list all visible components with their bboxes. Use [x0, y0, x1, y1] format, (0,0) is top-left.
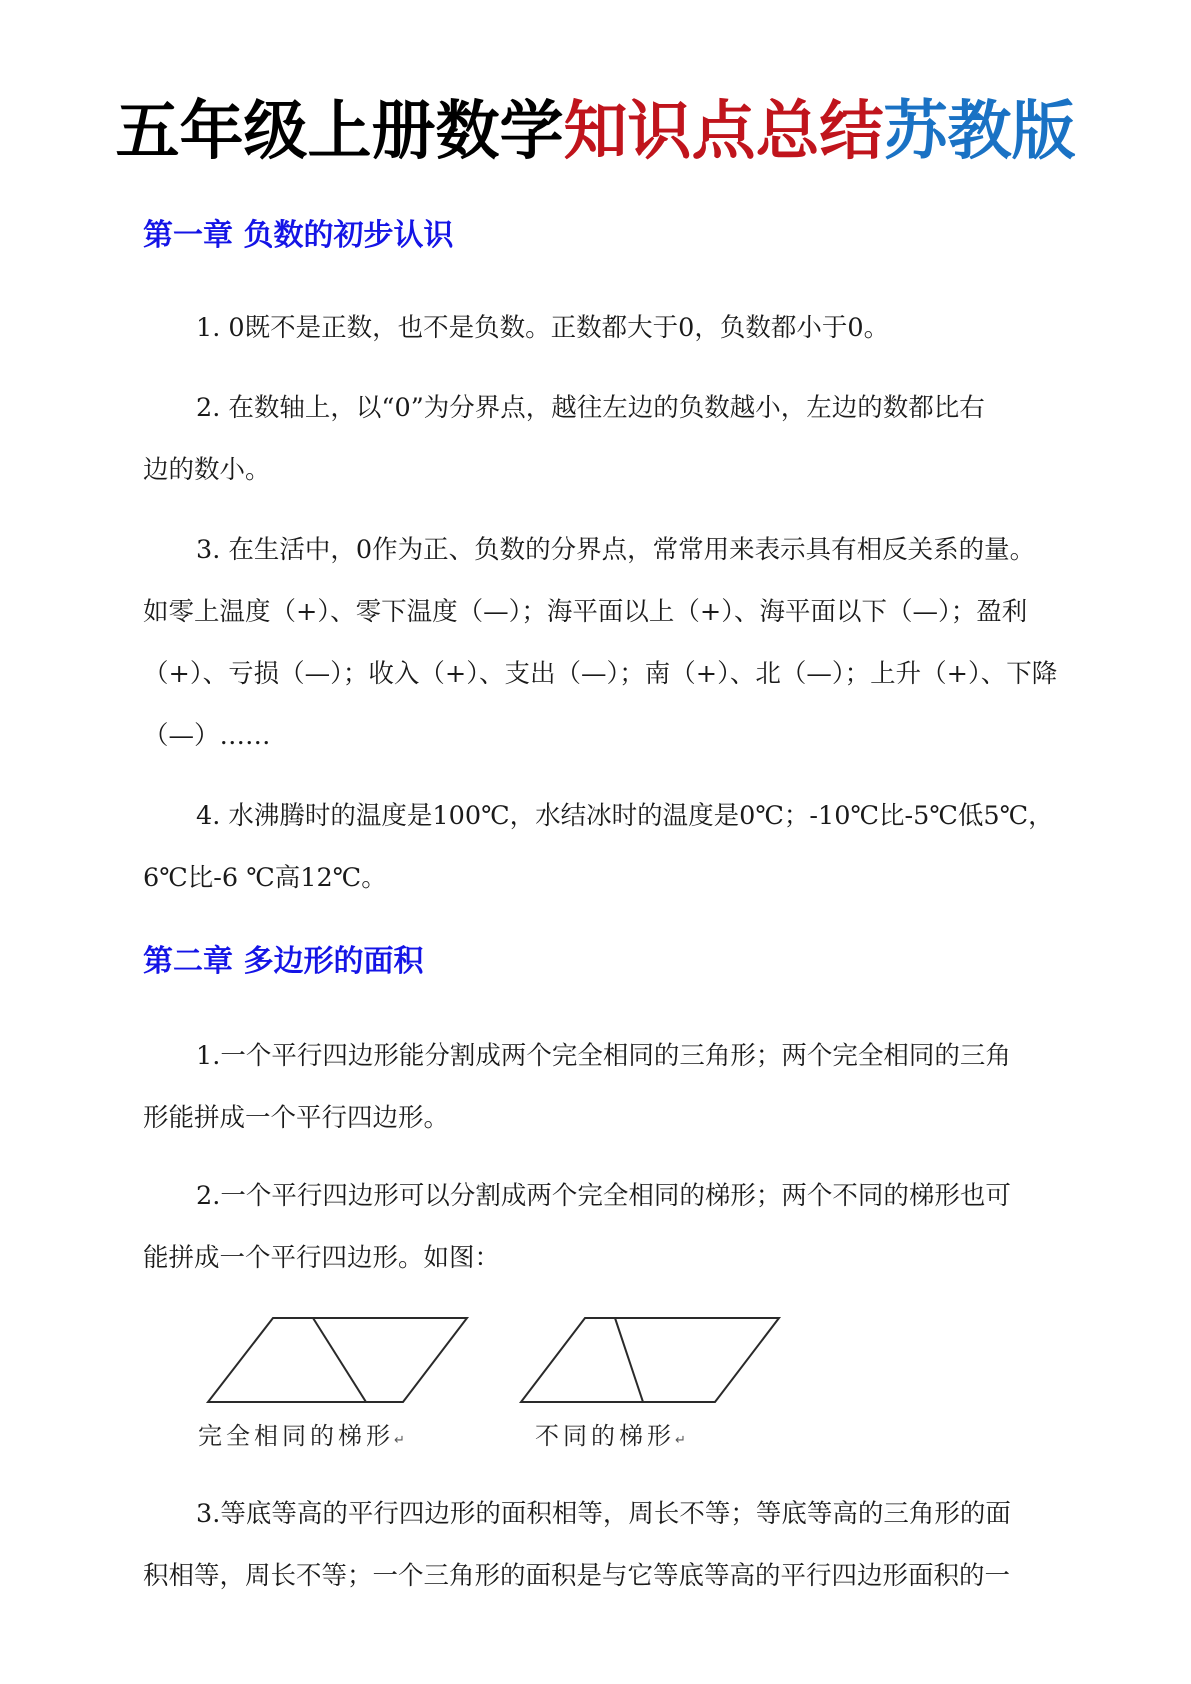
title-part-black: 五年级上册数学 — [115, 95, 564, 169]
ch2-item-1-line-2: 形能拼成一个平行四边形。 — [143, 1103, 450, 1133]
figure-caption-left — [198, 1420, 405, 1457]
ch2-item-1-line-1: 1.一个平行四边形能分割成两个完全相同的三角形；两个完全相同的三角 — [196, 1041, 1011, 1071]
ch2-item-3-line-1: 3.等底等高的平行四边形的面积相等，周长不等；等底等高的三角形的面 — [196, 1499, 1011, 1529]
ch2-item-3-line-2: 积相等，周长不等；一个三角形的面积是与它等底等高的平行四边形面积的一 — [143, 1561, 1011, 1591]
ch1-item-3-line-1: 3. 在生活中，0作为正、负数的分界点，常常用来表示具有相反关系的量。 — [196, 535, 1036, 565]
document-title — [0, 92, 1191, 172]
ch1-item-1: 1. 0既不是正数，也不是负数。正数都大于0，负数都小于0。 — [196, 313, 890, 343]
ch2-item-2-line-2: 能拼成一个平行四边形。如图： — [143, 1243, 501, 1273]
ch1-item-2-line-1: 2. 在数轴上，以“0”为分界点，越往左边的负数越小，左边的数都比右 — [196, 393, 985, 423]
caption-left-text: 完全相同的梯形 — [198, 1422, 394, 1450]
title-part-red: 知识点总结 — [563, 95, 884, 169]
ch1-item-2-line-2: 边的数小。 — [143, 455, 271, 485]
ch1-item-3-line-3: （+）、亏损（—）；收入（+）、支出（—）；南（+）、北（—）；上升（+）、下降 — [143, 659, 1058, 689]
ch2-item-2-line-1: 2.一个平行四边形可以分割成两个完全相同的梯形；两个不同的梯形也可 — [196, 1181, 1011, 1211]
chapter-1-heading: 第一章 负数的初步认识 — [143, 218, 454, 253]
parallelogram-identical-trapezoids — [208, 1318, 467, 1402]
return-mark-icon: ↵ — [394, 1433, 405, 1448]
ch1-item-4-line-2: 6℃比-6 ℃高12℃。 — [143, 863, 387, 893]
ch1-item-3-line-2: 如零上温度（+）、零下温度（—）；海平面以上（+）、海平面以下（—）；盈利 — [143, 597, 1028, 627]
return-mark-icon: ↵ — [675, 1433, 686, 1448]
ch1-item-3-line-4: （—）…… — [143, 721, 271, 751]
figure-caption-right — [535, 1420, 686, 1457]
caption-right-text: 不同的梯形 — [535, 1422, 675, 1450]
title-part-blue: 苏教版 — [883, 95, 1076, 169]
parallelogram-different-trapezoids — [521, 1318, 779, 1402]
chapter-2-heading: 第二章 多边形的面积 — [143, 944, 424, 979]
ch1-item-4-line-1: 4. 水沸腾时的温度是100℃，水结冰时的温度是0℃；-10℃比-5℃低5℃， — [196, 801, 1054, 831]
